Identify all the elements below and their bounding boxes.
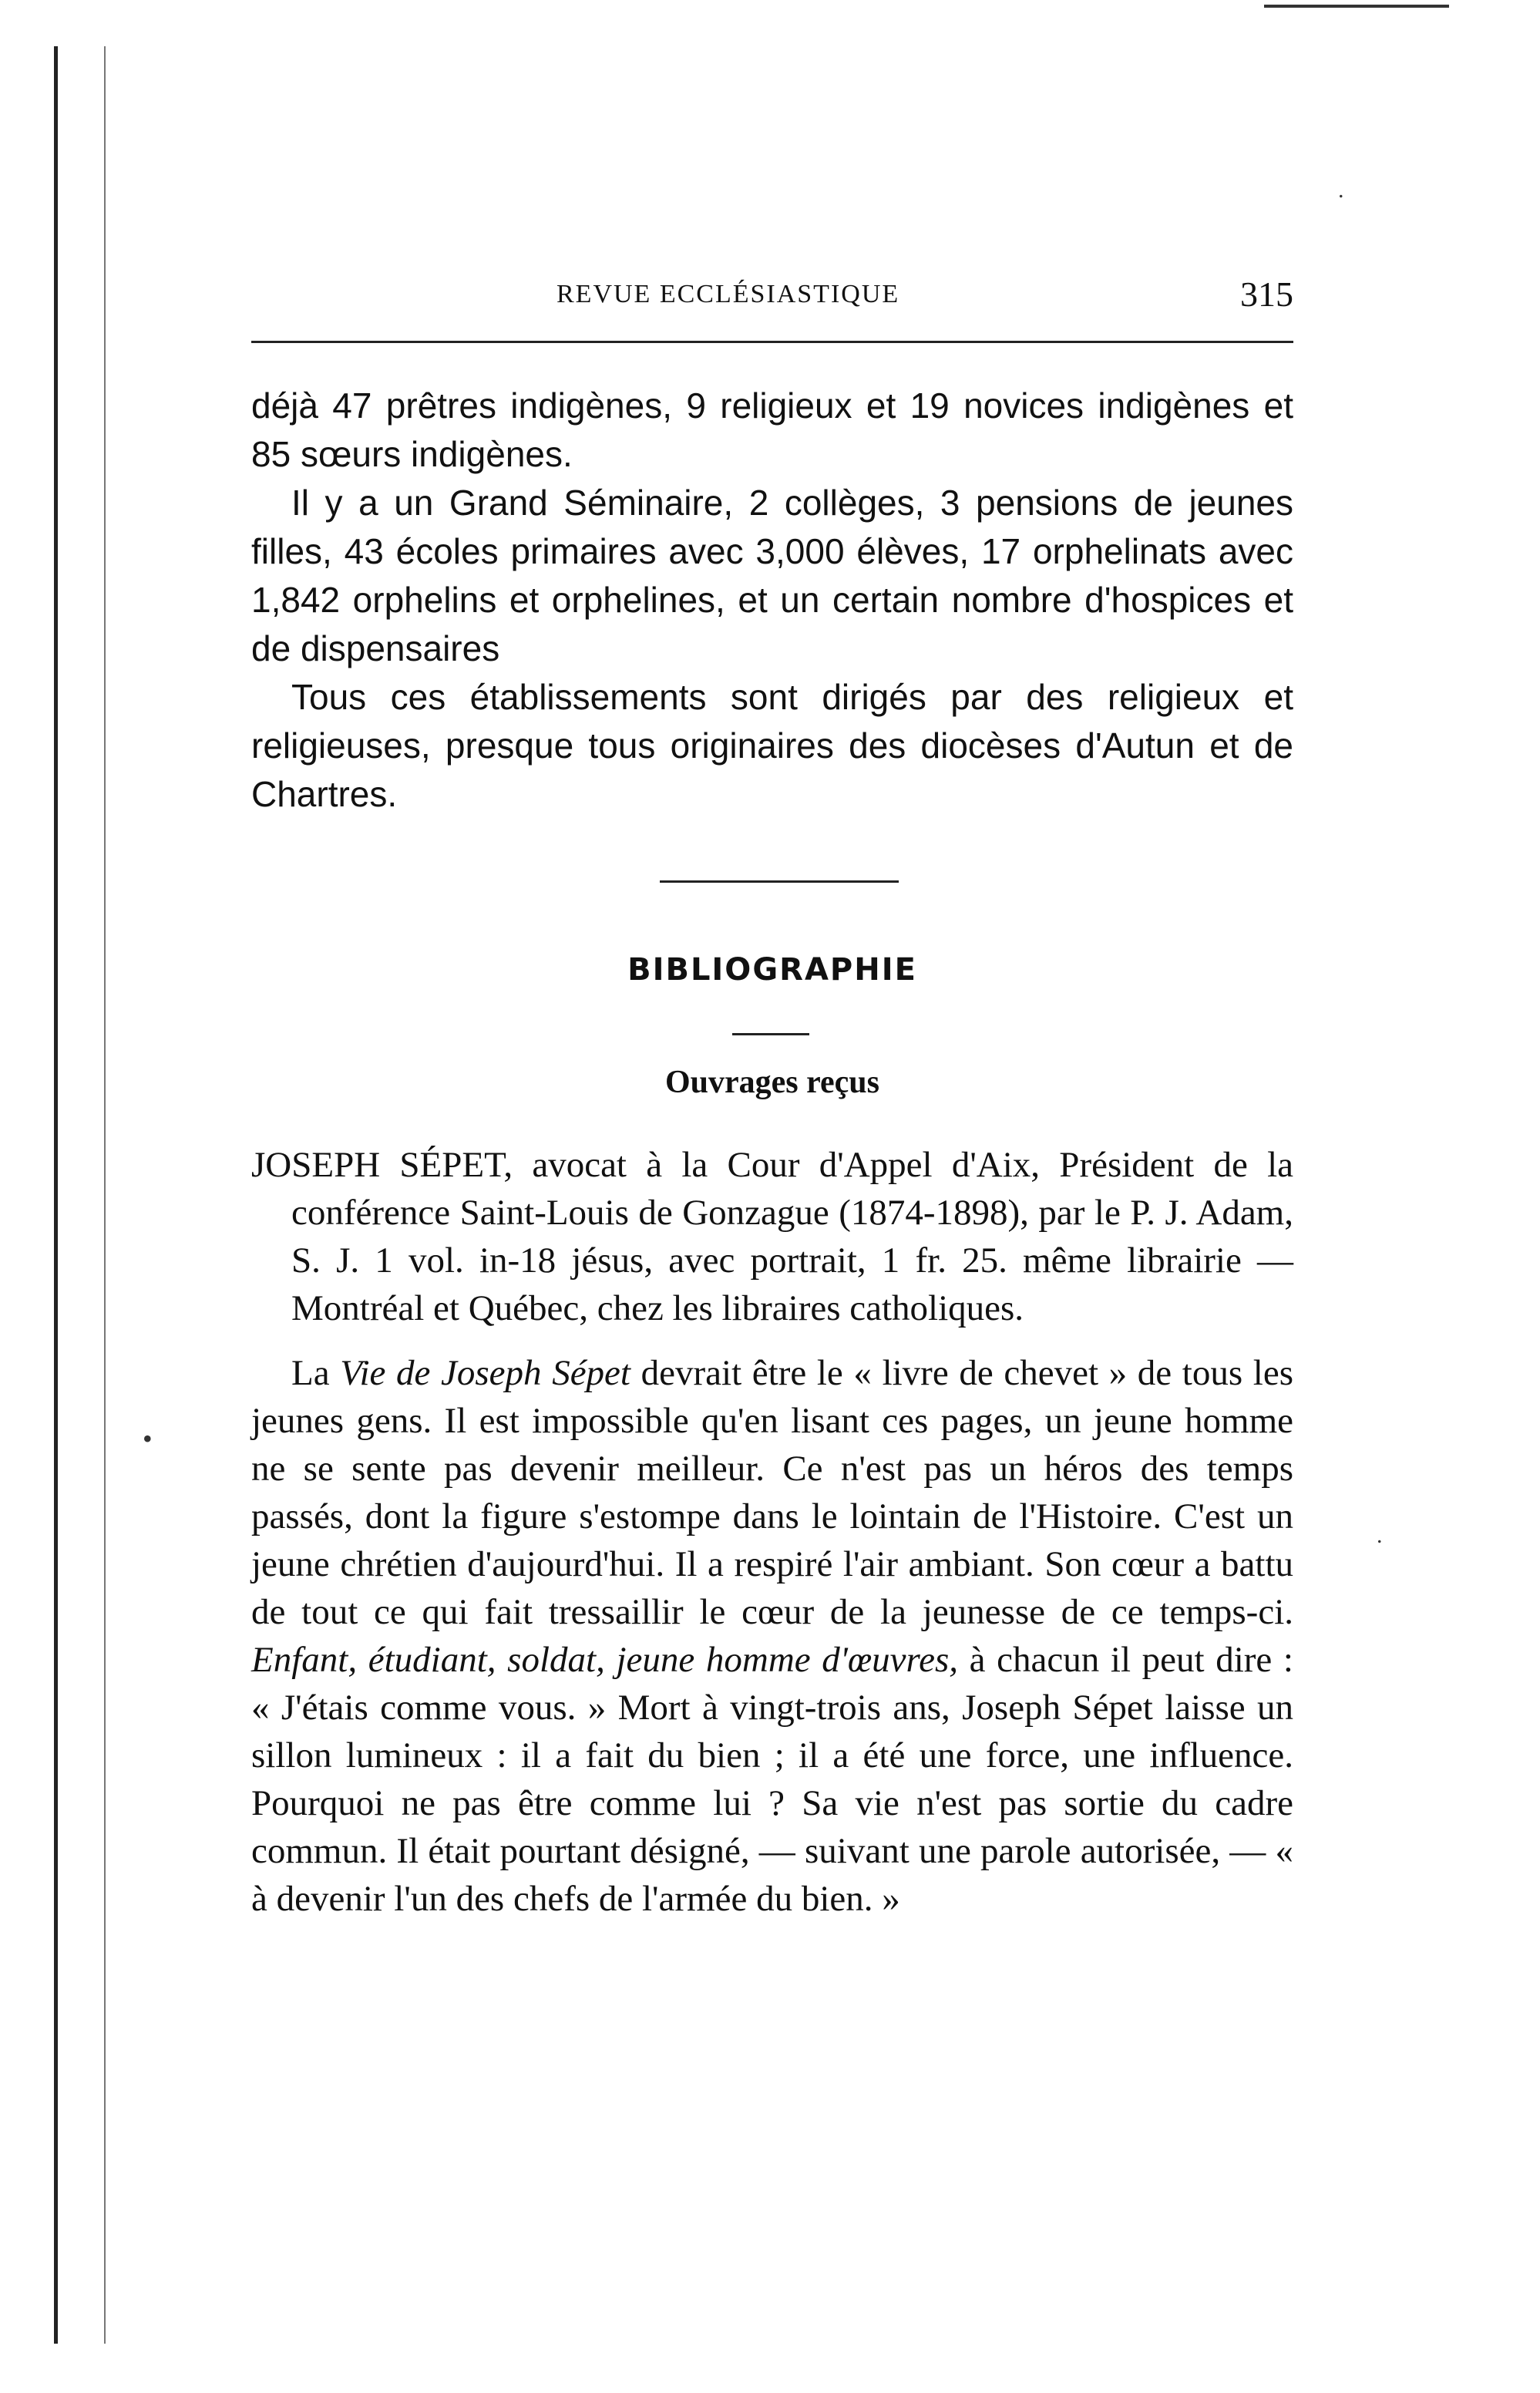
section-separator bbox=[660, 880, 899, 883]
running-title: REVUE ECCLÉSIASTIQUE bbox=[556, 280, 900, 308]
paragraph: Il y a un Grand Séminaire, 2 collèges, 3 pensions de jeunes filles, 43 écoles primaires avec 3,000 élèves, 17 orphelinats avec 1,842 orphelins et orphelines, et un certain nombre d'hospices et de dispensaires bbox=[251, 483, 1293, 668]
bibliography-entry bbox=[251, 1141, 1293, 1332]
continued-text bbox=[251, 382, 1293, 819]
subsection-title: Ouvrages reçus bbox=[664, 1065, 880, 1100]
review-text: devrait être le « livre de chevet » de tous les jeunes gens. Il est impossible qu'en lisant ces pages, un jeune homme ne se sente pas devenir meilleur. Ce n'est pas un héros des temps passés, dont la figure s'estompe dans le lointain de l'Histoire. C'est un jeune chrétien d'aujourd'hui. Il a respiré l'air ambiant. Son cœur a battu de tout ce qui fait tressaillir le cœur de la jeunesse de ce temps-ci. bbox=[251, 1353, 1294, 1632]
review-paragraph bbox=[251, 1349, 1293, 1923]
section-title: BIBLIOGRAPHIE bbox=[627, 952, 917, 988]
review-text: La bbox=[291, 1353, 341, 1393]
book-title: Vie de Joseph Sépet bbox=[340, 1353, 630, 1393]
page-binding-edge bbox=[54, 46, 106, 2344]
italic-phrase: Enfant, étudiant, soldat, jeune homme d'œuvres, bbox=[251, 1640, 958, 1680]
review-text: à chacun il peut dire : « J'étais comme vous. » Mort à vingt-trois ans, Joseph Sépet laisse un sillon lumineux : il a fait du bien ; il a été une force, une influence. Pourquoi ne pas être comme lui ? Sa vie n'est pas sortie du cadre commun. Il était pourtant désigné, — suivant une parole autorisée, — « à devenir l'un des chefs de l'armée du bien. » bbox=[251, 1640, 1293, 1919]
running-header bbox=[251, 274, 1293, 320]
paragraph: Tous ces établissements sont dirigés par des religieux et religieuses, presque tous originaires des diocèses d'Autun et de Chartres. bbox=[251, 677, 1293, 814]
paragraph: déjà 47 prêtres indigènes, 9 religieux et 19 novices indigènes et 85 sœurs indigènes. bbox=[251, 385, 1293, 474]
title-underline-rule bbox=[732, 1033, 809, 1035]
scan-speck: • bbox=[143, 1423, 153, 1454]
scan-speck: . bbox=[1377, 1523, 1383, 1548]
header-rule bbox=[251, 341, 1293, 343]
bibliography-body bbox=[251, 1141, 1293, 1923]
top-edge-rule bbox=[1264, 5, 1449, 8]
scan-speck: . bbox=[1338, 177, 1344, 203]
entry-author: JOSEPH SÉPET, bbox=[251, 1145, 513, 1185]
entry-details: avocat à la Cour d'Appel d'Aix, Président de la conférence Saint-Louis de Gonzague (1874-1898), par le P. J. Adam, S. J. 1 vol. in-18 jésus, avec portrait, 1 fr. 25. même librairie — Montréal et Québec, chez les libraires catholiques. bbox=[291, 1145, 1293, 1328]
page-number: 315 bbox=[1240, 274, 1293, 314]
